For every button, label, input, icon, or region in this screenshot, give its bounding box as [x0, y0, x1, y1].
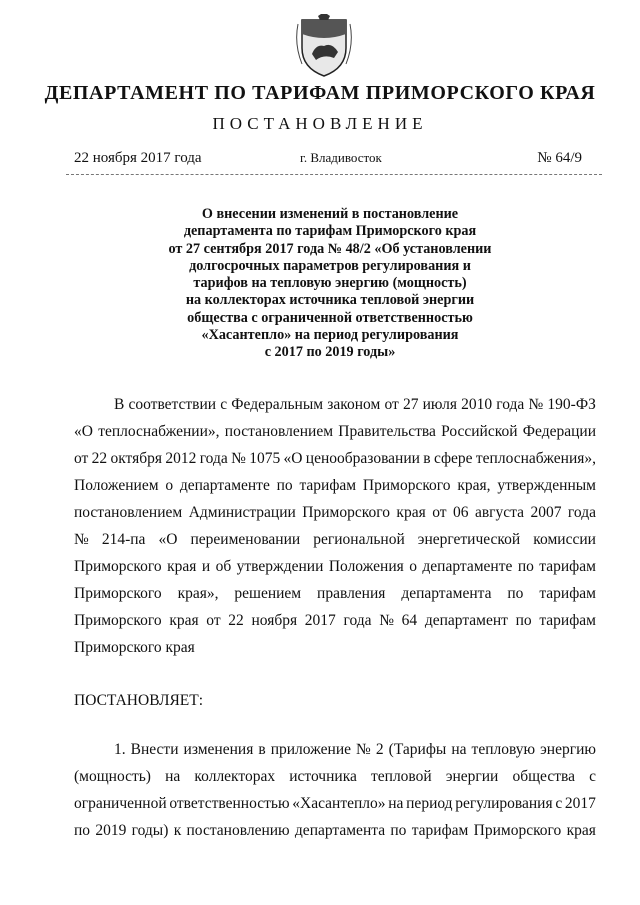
paragraph-line: постановлением Администрации Приморского края от 06 августа 2007 года: [74, 504, 596, 521]
title-line: О внесении изменений в постановление: [201, 206, 459, 222]
title-line: «Хасантепло» на период регулирования: [201, 327, 459, 344]
paragraph-line: В соответствии с Федеральным законом от 27 июля 2010 года № 190-ФЗ: [114, 396, 596, 413]
paragraph-line: «О теплоснабжении», постановлением Правительства Российской Федерации: [74, 423, 596, 440]
organization-name: ДЕПАРТАМЕНТ ПО ТАРИФАМ ПРИМОРСКОГО КРАЯ: [44, 82, 596, 104]
title-line: от 27 сентября 2017 года № 48/2 «Об установлении: [168, 240, 492, 257]
paragraph-line: Приморского края», решением правления департамента по тарифам: [74, 585, 596, 602]
paragraph-line: Приморского края: [74, 639, 195, 656]
title-line: департамента по тарифам Приморского края: [183, 223, 477, 240]
preamble-paragraph: [74, 396, 596, 666]
paragraph-line: Положением о департаменте по тарифам Приморского края, утвержденным: [74, 477, 596, 494]
paragraph-line: (мощность) на коллекторах источника тепловой энергии общества с: [74, 768, 596, 785]
document-date: 22 ноября 2017 года: [74, 150, 202, 166]
clause-1-paragraph: [74, 741, 596, 849]
paragraph-line: Приморского края и об утверждении Положения о департаменте по тарифам: [74, 558, 596, 575]
paragraph-line: Приморского края от 22 ноября 2017 года № 64 департамент по тарифам: [74, 612, 596, 629]
resolves-heading: ПОСТАНОВЛЯЕТ:: [74, 692, 204, 709]
document-number: № 64/9: [537, 150, 582, 166]
paragraph-line: от 22 октября 2012 года № 1075 «О ценообразовании в сфере теплоснабжения»,: [74, 450, 596, 467]
paragraph-line: по 2019 годы) к постановлению департамента по тарифам Приморского края: [74, 822, 596, 839]
coat-of-arms-emblem: [294, 14, 354, 78]
title-line: с 2017 по 2019 годы»: [264, 344, 396, 361]
paragraph-line: 1. Внести изменения в приложение № 2 (Тарифы на тепловую энергию: [114, 741, 596, 758]
header-divider: [66, 174, 602, 175]
paragraph-line: № 214-па «О переименовании региональной энергетической комиссии: [74, 531, 596, 548]
document-city: г. Владивосток: [300, 150, 382, 165]
document-type: ПОСТАНОВЛЕНИЕ: [212, 114, 428, 133]
title-line: на коллекторах источника тепловой энергии: [185, 292, 475, 309]
title-line: общества с ограниченной ответственностью: [187, 309, 473, 326]
document-title: [120, 206, 540, 362]
title-line: долгосрочных параметров регулирования и: [189, 257, 471, 274]
paragraph-line: ограниченной ответственностью «Хасантепло» на период регулирования с 2017: [74, 795, 596, 812]
title-line: тарифов на тепловую энергию (мощность): [193, 275, 467, 292]
